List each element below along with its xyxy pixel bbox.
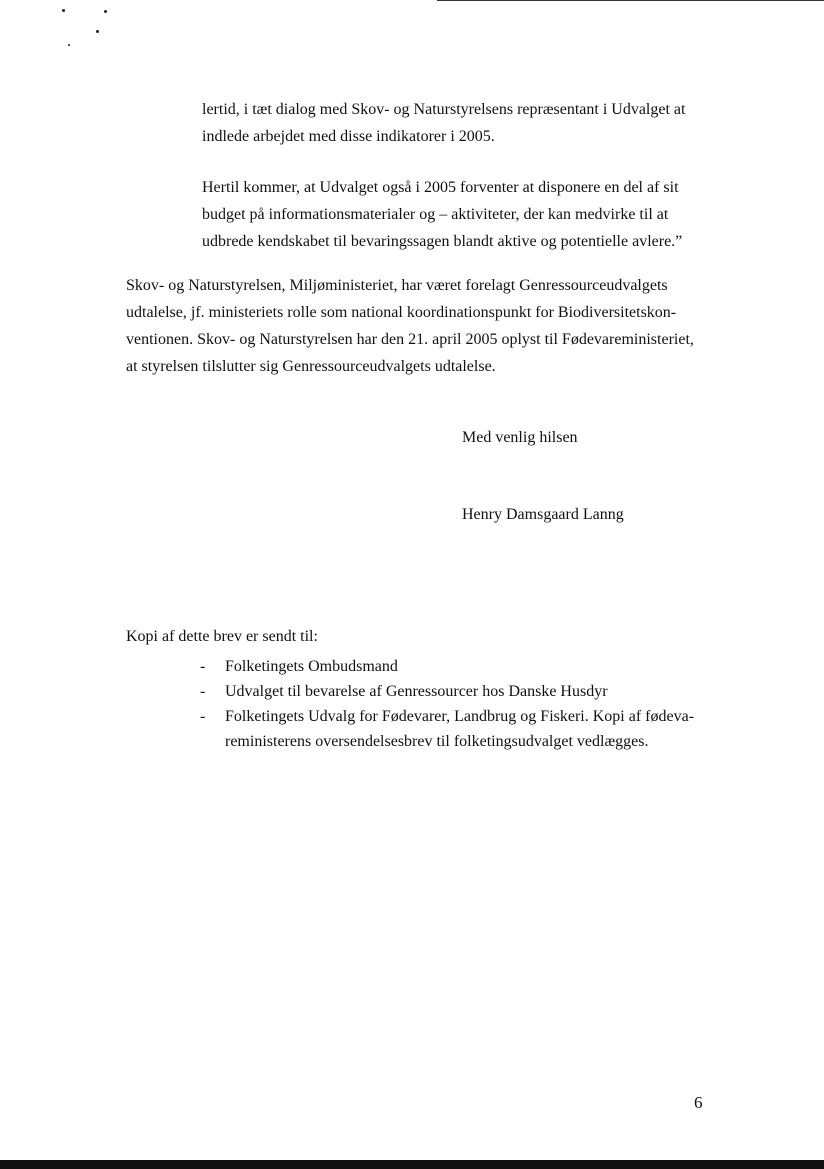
scan-speck (104, 10, 107, 13)
scan-edge-bottom (0, 1160, 824, 1169)
text-line: at styrelsen tilslutter sig Genressourceudvalgets udtalelse. (126, 358, 496, 375)
body-paragraph (126, 272, 726, 380)
cc-item-text: Folketingets Udvalg for Fødevarer, Landbrug og Fiskeri. Kopi af fødeva- (225, 708, 695, 725)
cc-list (200, 654, 694, 754)
closing-greeting: Med venlig hilsen (462, 429, 578, 446)
dash-bullet: - (200, 708, 206, 725)
cc-list-item (200, 704, 694, 754)
page-number: 6 (694, 1093, 703, 1112)
dash-bullet: - (200, 658, 206, 675)
cc-list-item (200, 654, 694, 679)
scan-speck (62, 9, 65, 12)
text-line: lertid, i tæt dialog med Skov- og Naturstyrelsens repræsentant i Udvalget at (202, 101, 686, 118)
cc-list-item (200, 679, 694, 704)
cc-intro: Kopi af dette brev er sendt til: (126, 628, 318, 645)
cc-item-text: Folketingets Ombudsmand (225, 658, 398, 675)
text-line: ventionen. Skov- og Naturstyrelsen har den 21. april 2005 oplyst til Fødevareministeriet, (126, 331, 694, 348)
scan-edge-top (437, 0, 824, 1)
cc-item-text: reministerens oversendelsesbrev til folketingsudvalget vedlægges. (225, 733, 649, 750)
cc-item-text: Udvalget til bevarelse af Genressourcer hos Danske Husdyr (225, 683, 608, 700)
text-line: Skov- og Naturstyrelsen, Miljøministeriet, har været forelagt Genressourceudvalgets (126, 277, 668, 294)
quote-paragraph-1 (202, 96, 722, 150)
quote-paragraph-2 (202, 174, 722, 255)
text-line: Hertil kommer, at Udvalget også i 2005 forventer at disponere en del af sit (202, 179, 679, 196)
dash-bullet: - (200, 683, 206, 700)
scan-speck (96, 30, 99, 33)
text-line: udbrede kendskabet til bevaringssagen blandt aktive og potentielle avlere.” (202, 233, 683, 250)
text-line: indlede arbejdet med disse indikatorer i 2005. (202, 128, 495, 145)
text-line: udtalelse, jf. ministeriets rolle som national koordinationspunkt for Biodiversitetskon- (126, 304, 677, 321)
scan-speck (68, 44, 70, 46)
signature-name: Henry Damsgaard Lanng (462, 506, 624, 523)
text-line: budget på informationsmaterialer og – aktiviteter, der kan medvirke til at (202, 206, 669, 223)
